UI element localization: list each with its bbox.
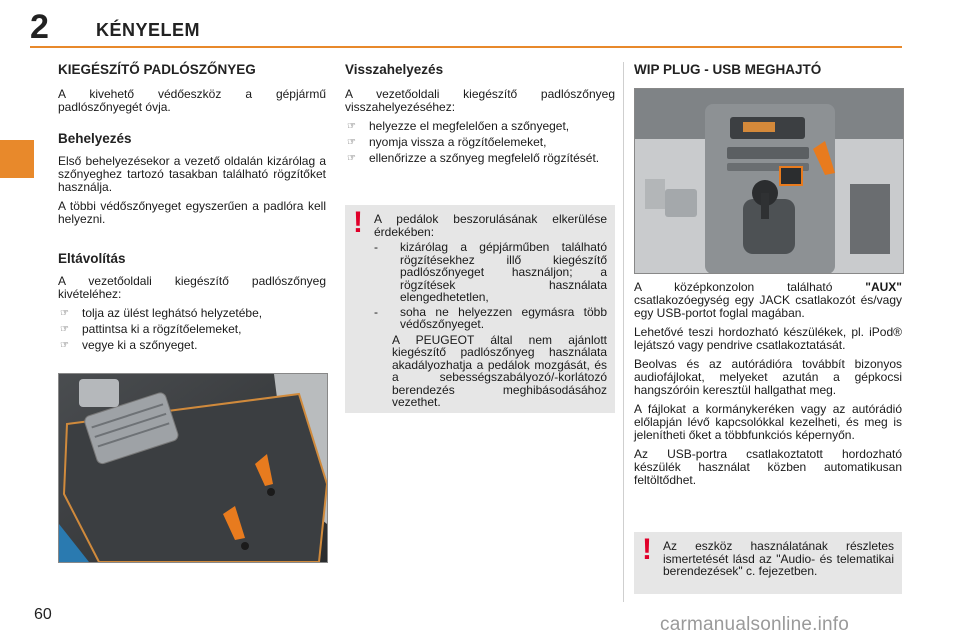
list-item: ☞ nyomja vissza a rögzítőelemeket, <box>347 135 547 149</box>
chapter-number: 2 <box>30 8 49 46</box>
list-item: ☞ vegye ki a szőnyeget. <box>60 338 198 352</box>
chapter-title: KÉNYELEM <box>96 20 201 40</box>
list-item: - kizárólag a gépjárműben található rögzítésekhez illő kiegészítő padlószőnyeget használjon; a rögzítések használata elengedhetetlen, <box>374 240 607 304</box>
install-text-1: Első behelyezésekor a vezető oldalán kizárólag a szőnyeghez tartozó tasakban található rögzítőket használja. <box>58 154 326 194</box>
warning-outro: A PEUGEOT által nem ajánlott kiegészítő padlószőnyeg használata akadályozhatja a pedálok mozgását, és a sebességszabályozó/-korlátozó berendezés meghibásodásához vezethet. <box>392 332 607 409</box>
removal-list <box>58 307 326 352</box>
install-text-2: A többi védőszőnyeget egyszerűen a padlóra kell helyezni. <box>58 199 326 226</box>
usb-paragraph-1: A középkonzolon található "AUX" csatlakozóegység egy JACK csatlakozót és/vagy egy USB-portot foglal magában. <box>634 280 902 320</box>
usb-text <box>634 281 902 493</box>
warning-intro: A pedálok beszorulásának elkerülése érdekében: <box>374 212 607 239</box>
warning-icon: ! <box>353 206 363 239</box>
usb-paragraph-5: Az USB-portra csatlakoztatott hordozható készülék használat közben automatikusan feltöltődhet. <box>634 447 902 487</box>
column-reinstall <box>345 63 615 171</box>
console-photo <box>634 88 904 274</box>
page-number: 60 <box>34 606 52 623</box>
warning-list <box>374 241 607 331</box>
usb-paragraph-4: A fájlokat a kormánykeréken vagy az autórádió előlapján lévő kapcsolókkal kezelheti, és meg is jelenítheti őket a többfunkciós képernyőn. <box>634 402 902 442</box>
usb-title: WIP PLUG - USB MEGHAJTÓ <box>634 62 822 77</box>
column-floor-mat <box>58 63 326 358</box>
arrow-bullet-icon: ☞ <box>347 153 356 164</box>
reinstall-heading: Visszahelyezés <box>345 62 444 77</box>
reinstall-intro: A vezetőoldali kiegészítő padlószőnyeg visszahelyezéséhez: <box>345 87 615 114</box>
warning-icon: ! <box>642 533 652 566</box>
usb-warning-box <box>634 532 902 594</box>
column-divider <box>623 62 624 602</box>
install-heading: Behelyezés <box>58 131 132 146</box>
list-item: - soha ne helyezzen egymásra több védőszőnyeget. <box>374 304 607 331</box>
column-usb <box>634 63 902 88</box>
list-item: ☞ tolja az ülést leghátsó helyzetébe, <box>60 306 263 320</box>
usb-warning-text: Az eszköz használatának részletes ismertetését lásd az "Audio- és telematikai berendezések" c. fejezetben. <box>663 539 894 578</box>
arrow-bullet-icon: ☞ <box>347 137 356 148</box>
list-item: ☞ ellenőrizze a szőnyeg megfelelő rögzítését. <box>347 151 600 165</box>
arrow-bullet-icon: ☞ <box>60 324 69 335</box>
chapter-tab <box>0 140 34 178</box>
floor-mat-title: KIEGÉSZÍTŐ PADLÓSZŐNYEG <box>58 62 256 77</box>
floor-mat-photo <box>58 373 328 563</box>
reinstall-list <box>345 120 615 165</box>
header-rule <box>30 46 902 48</box>
removal-intro: A vezetőoldali kiegészítő padlószőnyeg kivételéhez: <box>58 274 326 301</box>
list-item: ☞ helyezze el megfelelően a szőnyeget, <box>347 119 570 133</box>
watermark: carmanualsonline.info <box>660 614 850 635</box>
list-item: ☞ pattintsa ki a rögzítőelemeket, <box>60 322 242 336</box>
pedal-warning-box <box>345 205 615 413</box>
arrow-bullet-icon: ☞ <box>60 340 69 351</box>
removal-heading: Eltávolítás <box>58 251 126 266</box>
usb-paragraph-2: Lehetővé teszi hordozható készülékek, pl. iPod® lejátszó vagy pendrive csatlakoztatását. <box>634 325 902 352</box>
floor-mat-intro: A kivehető védőeszköz a gépjármű padlószőnyegét óvja. <box>58 87 326 114</box>
arrow-bullet-icon: ☞ <box>347 121 356 132</box>
arrow-bullet-icon: ☞ <box>60 308 69 319</box>
usb-paragraph-3: Beolvas és az autórádióra továbbít bizonyos audiofájlokat, melyeket azután a gépkocsi hangszóróin keresztül hallgathat meg. <box>634 357 902 397</box>
